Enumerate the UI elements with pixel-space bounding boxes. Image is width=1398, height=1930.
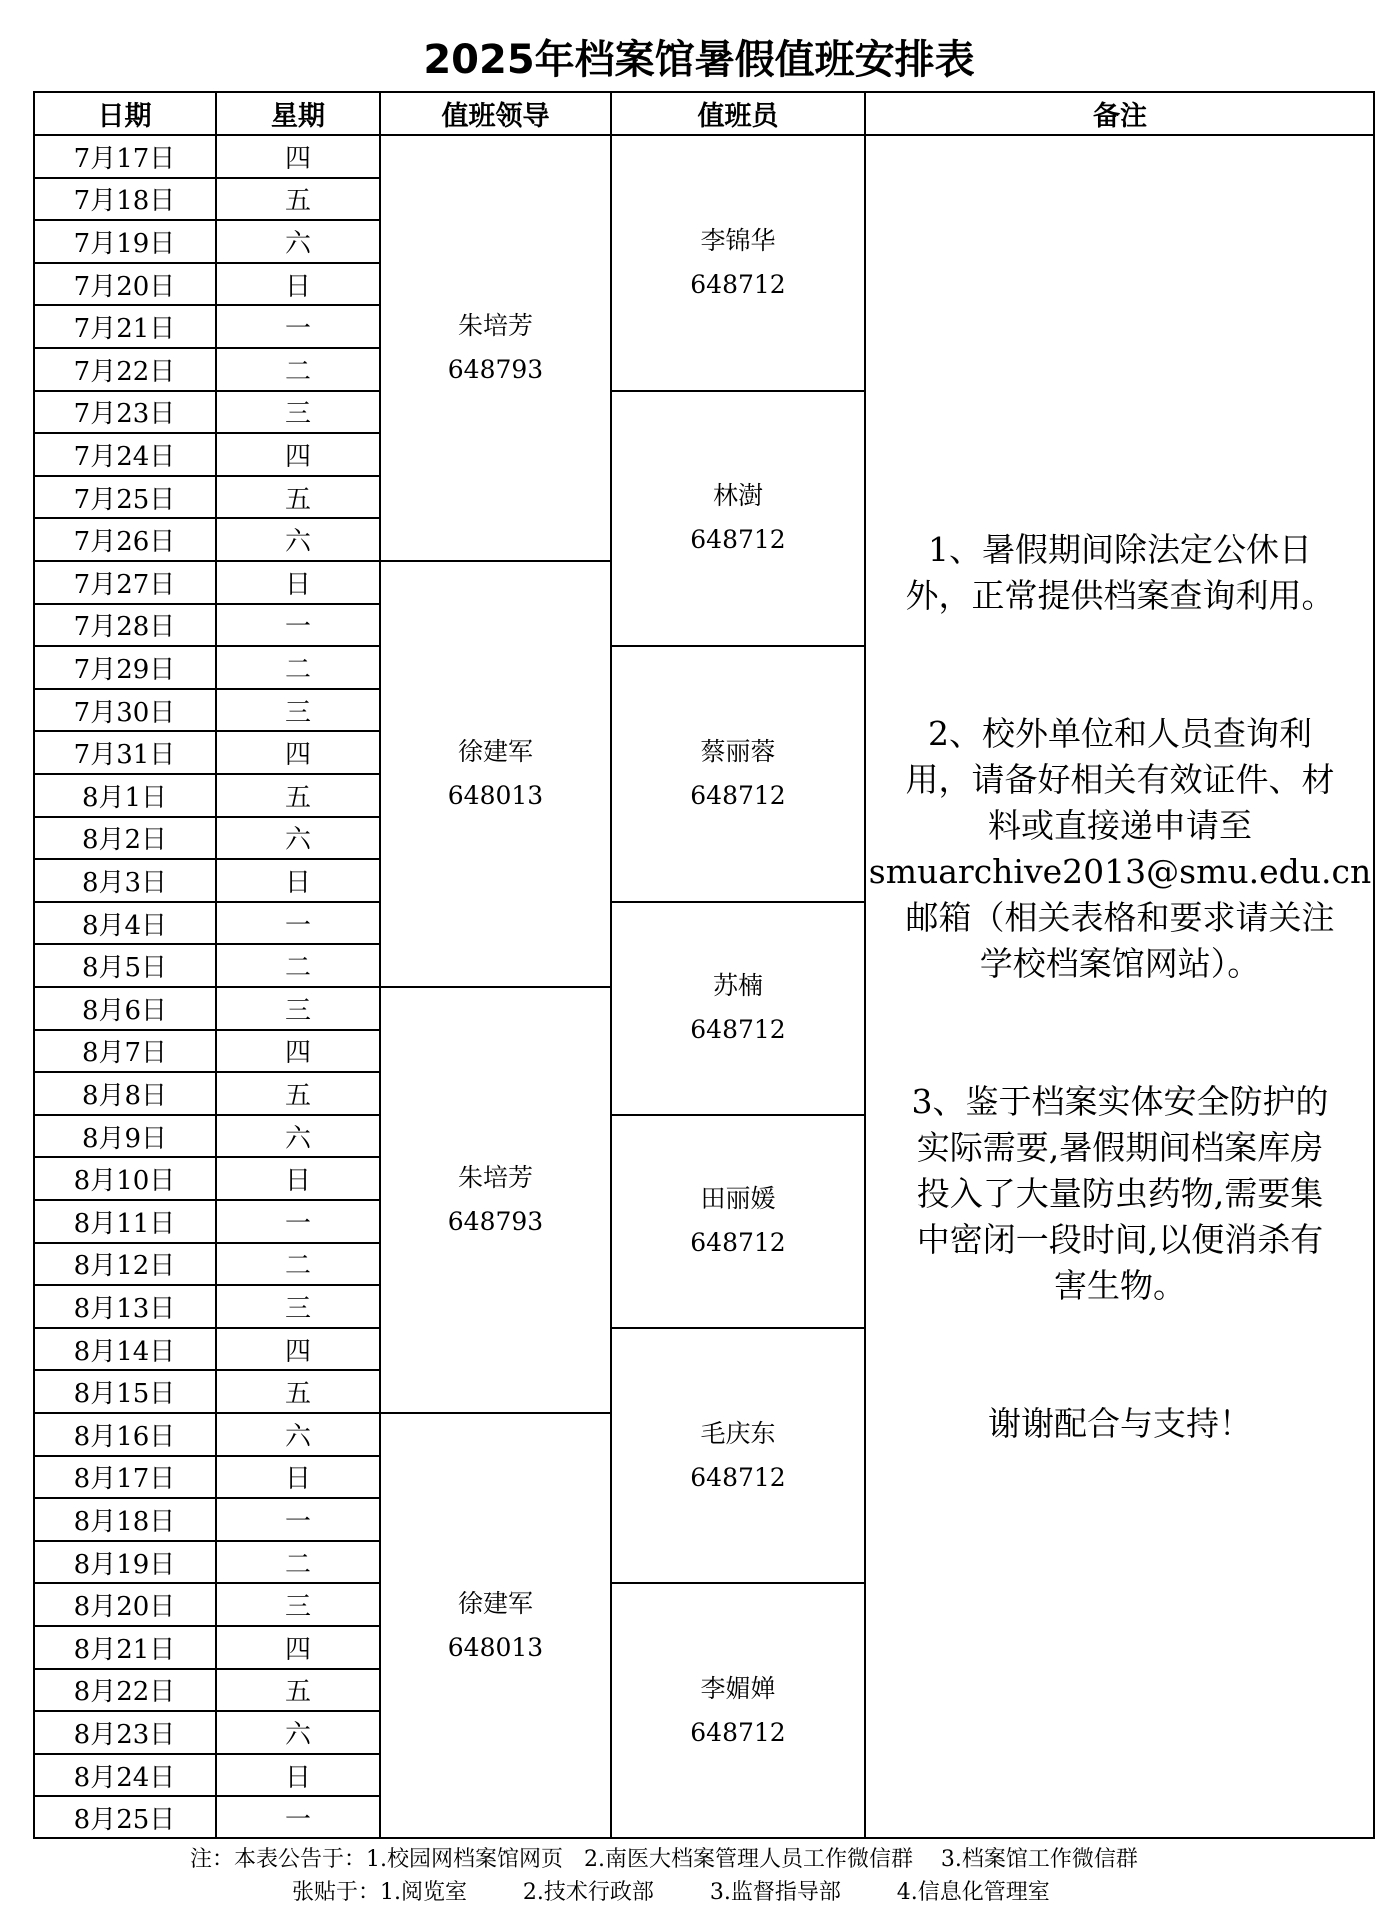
date-cell: 8月5日	[81, 953, 168, 984]
weekday-cell: 六	[284, 1719, 311, 1750]
staff-name: 田丽媛	[700, 1184, 776, 1214]
weekday-cell: 六	[284, 1421, 311, 1452]
staff-phone: 648712	[690, 1228, 786, 1258]
row-divider	[33, 603, 380, 605]
row-divider	[33, 475, 380, 477]
staff-divider	[611, 1582, 865, 1584]
weekday-cell: 一	[284, 314, 311, 345]
leader-cell	[380, 987, 611, 1413]
staff-divider	[611, 390, 865, 392]
leader-cell	[380, 1413, 611, 1839]
date-cell: 8月12日	[73, 1251, 176, 1282]
note-line: 投入了大量防虫药物,需要集	[916, 1174, 1324, 1213]
row-divider	[33, 1369, 380, 1371]
row-divider	[33, 1327, 380, 1329]
date-cell: 8月14日	[73, 1336, 176, 1367]
note-line: 害生物。	[1054, 1266, 1186, 1305]
note-line: 实际需要,暑假期间档案库房	[916, 1128, 1324, 1167]
note-line: 中密闭一段时间,以便消杀有	[916, 1220, 1324, 1259]
weekday-cell: 四	[284, 441, 311, 472]
row-divider	[33, 1582, 380, 1584]
staff-phone: 648712	[690, 1718, 786, 1748]
date-cell: 7月20日	[73, 271, 176, 302]
weekday-cell: 五	[284, 484, 311, 515]
table-border-bottom	[33, 1837, 1375, 1839]
header-weekday: 星期	[271, 100, 325, 132]
date-cell: 8月16日	[73, 1421, 176, 1452]
weekday-cell: 五	[284, 1080, 311, 1111]
note-line: 1、暑假期间除法定公休日	[928, 530, 1312, 569]
leader-phone: 648013	[447, 781, 544, 810]
note-paragraph	[988, 1401, 1252, 1447]
weekday-cell: 一	[284, 612, 311, 643]
leader-name: 朱培芳	[457, 1163, 533, 1192]
row-divider	[33, 943, 380, 945]
date-cell: 7月24日	[73, 441, 176, 472]
note-line: 谢谢配合与支持！	[988, 1404, 1252, 1443]
staff-cell	[611, 646, 865, 902]
weekday-cell: 日	[284, 1166, 311, 1197]
staff-divider	[611, 1114, 865, 1116]
weekday-cell: 一	[284, 910, 311, 941]
header-divider	[33, 134, 1375, 136]
weekday-cell: 五	[284, 186, 311, 217]
row-divider	[33, 1753, 380, 1755]
row-divider	[33, 901, 380, 903]
date-cell: 8月2日	[81, 825, 168, 856]
date-cell: 7月29日	[73, 654, 176, 685]
leader-name: 徐建军	[457, 737, 533, 766]
row-divider	[33, 177, 380, 179]
row-divider	[33, 432, 380, 434]
column-divider	[1373, 91, 1375, 1839]
weekday-cell: 四	[284, 1336, 311, 1367]
row-divider	[33, 304, 380, 306]
date-cell: 8月23日	[73, 1719, 176, 1750]
weekday-cell: 一	[284, 1506, 311, 1537]
row-divider	[33, 1795, 380, 1797]
row-divider	[33, 1284, 380, 1286]
duty-schedule-table	[33, 91, 1375, 1839]
row-divider	[33, 1668, 380, 1670]
date-cell: 8月20日	[73, 1592, 176, 1623]
weekday-cell: 四	[284, 1038, 311, 1069]
date-cell: 8月3日	[81, 867, 168, 898]
staff-cell	[611, 1583, 865, 1839]
note-line: 邮箱（相关表格和要求请关注	[905, 898, 1335, 937]
row-divider	[33, 1625, 380, 1627]
note-paragraph	[912, 1079, 1329, 1309]
staff-phone: 648712	[690, 269, 786, 299]
staff-divider	[611, 645, 865, 647]
weekday-cell: 日	[284, 271, 311, 302]
leader-divider	[380, 986, 611, 988]
staff-name: 李锦华	[700, 225, 776, 255]
date-cell: 8月25日	[73, 1805, 176, 1836]
note-line: 外，正常提供档案查询利用。	[905, 576, 1335, 615]
weekday-cell: 四	[284, 740, 311, 771]
staff-name: 蔡丽蓉	[700, 736, 776, 766]
date-cell: 7月26日	[73, 527, 176, 558]
row-divider	[33, 1071, 380, 1073]
weekday-cell: 六	[284, 1123, 311, 1154]
date-cell: 8月8日	[81, 1080, 168, 1111]
date-cell: 7月21日	[73, 314, 176, 345]
weekday-cell: 六	[284, 825, 311, 856]
column-divider	[379, 91, 381, 1839]
weekday-cell: 日	[284, 1762, 311, 1793]
leader-name: 朱培芳	[457, 311, 533, 340]
row-divider	[33, 1156, 380, 1158]
footer-posted: 张贴于：1.阅览室 2.技术行政部 3.监督指导部 4.信息化管理室	[292, 1880, 1050, 1905]
date-cell: 8月10日	[73, 1166, 176, 1197]
row-divider	[33, 262, 380, 264]
weekday-cell: 日	[284, 1464, 311, 1495]
column-divider	[215, 91, 217, 1839]
row-divider	[33, 730, 380, 732]
row-divider	[33, 1497, 380, 1499]
weekday-cell: 二	[284, 953, 311, 984]
note-line: 用，请备好相关有效证件、材	[905, 760, 1335, 799]
date-cell: 8月1日	[81, 782, 168, 813]
date-cell: 8月17日	[73, 1464, 176, 1495]
staff-phone: 648712	[690, 780, 786, 810]
notes-cell	[865, 135, 1375, 1839]
note-line: 3、鉴于档案实体安全防护的	[911, 1082, 1329, 1121]
row-divider	[33, 560, 380, 562]
weekday-cell: 二	[284, 654, 311, 685]
leader-name: 徐建军	[457, 1589, 533, 1618]
date-cell: 8月9日	[81, 1123, 168, 1154]
row-divider	[33, 347, 380, 349]
date-cell: 7月17日	[73, 143, 176, 174]
leader-phone: 648793	[447, 355, 544, 384]
date-cell: 7月19日	[73, 228, 176, 259]
weekday-cell: 二	[284, 1549, 311, 1580]
note-line: 2、校外单位和人员查询利	[928, 714, 1312, 753]
row-divider	[33, 1455, 380, 1457]
weekday-cell: 三	[284, 1293, 311, 1324]
leader-cell	[380, 561, 611, 987]
date-cell: 7月25日	[73, 484, 176, 515]
row-divider	[33, 645, 380, 647]
row-divider	[33, 1114, 380, 1116]
note-line: smuarchive2013@smu.edu.cn	[868, 852, 1372, 891]
row-divider	[33, 1199, 380, 1201]
row-divider	[33, 688, 380, 690]
date-cell: 8月21日	[73, 1634, 176, 1665]
staff-phone: 648712	[690, 1015, 786, 1045]
weekday-cell: 五	[284, 782, 311, 813]
row-divider	[33, 1029, 380, 1031]
row-divider	[33, 773, 380, 775]
leader-divider	[380, 560, 611, 562]
footer-announce: 注：本表公告于：1.校园网档案馆网页 2.南医大档案管理人员工作微信群 3.档案馆工作微信群	[190, 1847, 1138, 1872]
weekday-cell: 三	[284, 399, 311, 430]
staff-phone: 648712	[690, 525, 786, 555]
note-line: 料或直接递申请至	[988, 806, 1252, 845]
header-leader: 值班领导	[441, 100, 550, 132]
weekday-cell: 五	[284, 1379, 311, 1410]
date-cell: 7月31日	[73, 740, 176, 771]
weekday-cell: 六	[284, 527, 311, 558]
column-divider	[864, 91, 866, 1839]
leader-phone: 648013	[447, 1633, 544, 1662]
date-cell: 8月24日	[73, 1762, 176, 1793]
weekday-cell: 一	[284, 1208, 311, 1239]
row-divider	[33, 1710, 380, 1712]
staff-name: 李媚婵	[700, 1674, 776, 1704]
leader-cell	[380, 135, 611, 561]
weekday-cell: 三	[284, 697, 311, 728]
staff-phone: 648712	[690, 1462, 786, 1492]
row-divider	[33, 219, 380, 221]
staff-cell	[611, 1328, 865, 1584]
weekday-cell: 六	[284, 228, 311, 259]
leader-divider	[380, 1412, 611, 1414]
weekday-cell: 一	[284, 1805, 311, 1836]
staff-cell	[611, 391, 865, 647]
date-cell: 7月28日	[73, 612, 176, 643]
weekday-cell: 五	[284, 1677, 311, 1708]
staff-name: 苏楠	[712, 971, 763, 1001]
row-divider	[33, 1242, 380, 1244]
date-cell: 8月15日	[73, 1379, 176, 1410]
row-divider	[33, 517, 380, 519]
date-cell: 8月7日	[81, 1038, 168, 1069]
date-cell: 7月30日	[73, 697, 176, 728]
staff-cell	[611, 135, 865, 391]
header-staff: 值班员	[697, 100, 779, 132]
row-divider	[33, 816, 380, 818]
staff-name: 毛庆东	[700, 1418, 776, 1448]
date-cell: 7月22日	[73, 356, 176, 387]
header-date: 日期	[97, 100, 152, 132]
date-cell: 8月19日	[73, 1549, 176, 1580]
table-border-top	[33, 91, 1375, 93]
staff-name: 林澍	[712, 481, 763, 511]
row-divider	[33, 858, 380, 860]
header-notes: 备注	[1093, 100, 1147, 132]
row-divider	[33, 390, 380, 392]
weekday-cell: 四	[284, 143, 311, 174]
date-cell: 8月13日	[73, 1293, 176, 1324]
date-cell: 8月11日	[73, 1208, 176, 1239]
note-line: 学校档案馆网站）。	[979, 944, 1261, 983]
column-divider	[610, 91, 612, 1839]
note-paragraph	[869, 711, 1371, 987]
row-divider	[33, 986, 380, 988]
date-cell: 8月4日	[81, 910, 168, 941]
staff-divider	[611, 901, 865, 903]
note-paragraph	[906, 527, 1335, 619]
weekday-cell: 日	[284, 569, 311, 600]
row-divider	[33, 1540, 380, 1542]
page-title: 2025年档案馆暑假值班安排表	[423, 37, 975, 83]
weekday-cell: 四	[284, 1634, 311, 1665]
weekday-cell: 二	[284, 356, 311, 387]
staff-divider	[611, 1327, 865, 1329]
date-cell: 8月18日	[73, 1506, 176, 1537]
date-cell: 7月18日	[73, 186, 176, 217]
leader-phone: 648793	[447, 1207, 544, 1236]
staff-cell	[611, 902, 865, 1115]
date-cell: 7月27日	[73, 569, 176, 600]
weekday-cell: 三	[284, 1592, 311, 1623]
row-divider	[33, 1412, 380, 1414]
weekday-cell: 三	[284, 995, 311, 1026]
weekday-cell: 二	[284, 1251, 311, 1282]
date-cell: 7月23日	[73, 399, 176, 430]
weekday-cell: 日	[284, 867, 311, 898]
date-cell: 8月6日	[81, 995, 168, 1026]
staff-cell	[611, 1115, 865, 1328]
column-divider	[33, 91, 35, 1839]
date-cell: 8月22日	[73, 1677, 176, 1708]
